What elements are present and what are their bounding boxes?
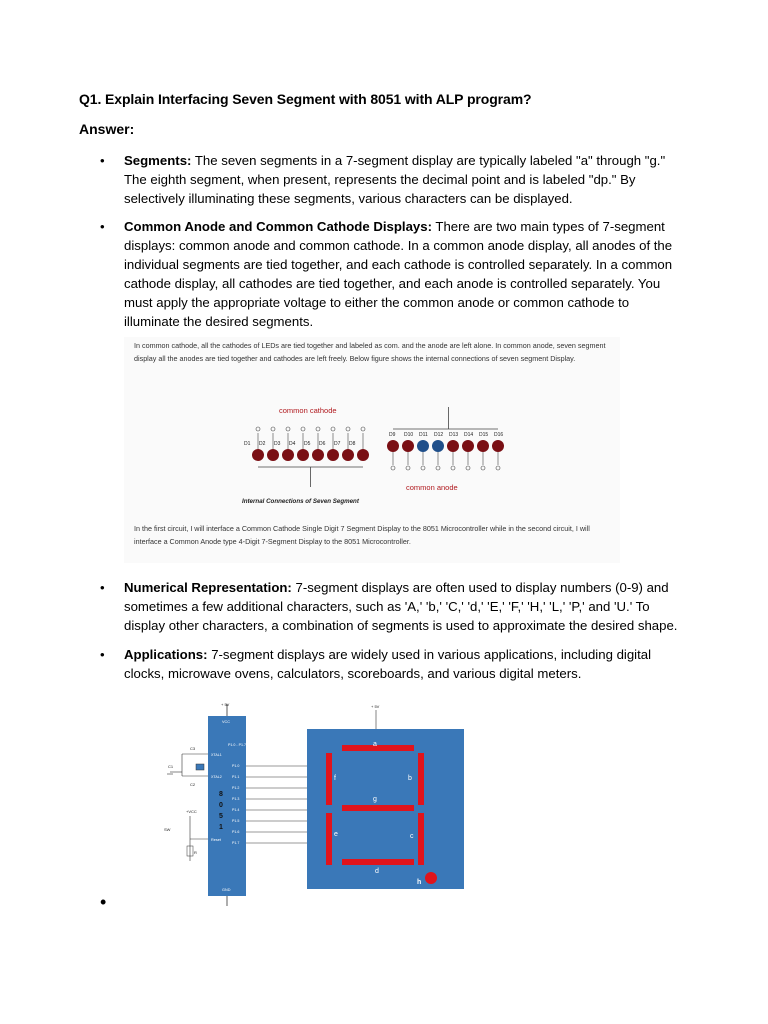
bullet-dot: • — [100, 580, 105, 595]
c1-label: C1 — [168, 764, 174, 769]
bullet-text: There are two main types of 7-segment displays: common anode and common cathode. In a common anode display, all anodes of the individual segments are tied together, and each cathode is controlled separately. In a common cathode display, all cathodes are tied together, and each anode is controlled separately. You must apply the appropriate voltage to either the common anode or common cathode to illuminate the desired segments. — [124, 219, 673, 329]
anode-led-d16 — [492, 440, 504, 452]
answer-label: Answer: — [79, 121, 135, 137]
empty-bullet: • — [100, 892, 107, 912]
cathode-led-label: D3 — [274, 441, 281, 447]
anode-cathode-terminal — [481, 466, 485, 470]
segment-b — [418, 753, 424, 805]
bullet-dot: • — [100, 219, 105, 234]
segment-label-h: h — [417, 879, 422, 886]
anode-cathode-terminal — [436, 466, 440, 470]
bullet-applications — [100, 645, 680, 683]
anode-led-d14 — [462, 440, 474, 452]
cathode-anode-terminal — [301, 427, 305, 431]
anode-cathode-terminal — [496, 466, 500, 470]
cathode-led-label: D8 — [349, 441, 356, 447]
pin-label: P1.0 — [232, 764, 240, 768]
anode-led-label: D16 — [494, 432, 504, 438]
anode-led-d11 — [417, 440, 429, 452]
cathode-led-label: D4 — [289, 441, 296, 447]
cathode-led-d8 — [357, 449, 369, 461]
segment-f — [326, 753, 332, 805]
cathode-led-d1 — [252, 449, 264, 461]
cathode-led-d4 — [297, 449, 309, 461]
segment-label-c: c — [410, 833, 414, 840]
figure-internal-connections — [124, 337, 620, 563]
cathode-led-d5 — [312, 449, 324, 461]
anode-led-label: D13 — [449, 432, 459, 438]
vcc-label: VCC — [222, 720, 231, 724]
segment-label-d: d — [375, 868, 379, 875]
anode-cathode-terminal — [421, 466, 425, 470]
chip-text-8: 8 — [219, 791, 223, 798]
figure1-caption-top: In common cathode, all the cathodes of LEDs are tied together and labeled as com. and the anode are left alone. In common anode, seven segment display all the anodes are tied together and cathodes are left freely. Below figure shows the internal connections of seven segment Display. — [134, 341, 606, 363]
cathode-anode-terminal — [271, 427, 275, 431]
cathode-anode-terminal — [346, 427, 350, 431]
c2-label: C2 — [190, 782, 196, 787]
common-cathode-label: common cathode — [279, 406, 337, 415]
anode-led-label: D15 — [479, 432, 489, 438]
bullet-numerical-representation — [100, 578, 680, 635]
bullet-term: Numerical Representation: — [124, 580, 292, 595]
vcc-top-label: + 5V — [221, 702, 230, 707]
figure-8051-interfacing — [124, 696, 470, 908]
anode-led-label: D14 — [464, 432, 474, 438]
segment-label-g: g — [373, 796, 377, 803]
segment-label-b: b — [408, 775, 412, 782]
diagram-title: Internal Connections of Seven Segment — [242, 498, 359, 505]
segment-h-decimal-point — [425, 872, 437, 884]
cathode-anode-terminal — [316, 427, 320, 431]
segment-e — [326, 813, 332, 865]
pin-label: P1.5 — [232, 819, 240, 823]
sw-label: SW — [164, 827, 171, 832]
common-anode-label: common anode — [406, 483, 458, 492]
reset-label: Reset — [211, 838, 221, 842]
cathode-led-d6 — [327, 449, 339, 461]
r-label: R — [194, 850, 197, 855]
segment-a — [342, 745, 414, 751]
xtal1-label: XTAL1 — [211, 753, 222, 757]
cathode-anode-terminal — [256, 427, 260, 431]
cathode-led-label: D6 — [319, 441, 326, 447]
bullet-dot: • — [100, 153, 105, 168]
cathode-led-d3 — [282, 449, 294, 461]
c3-label: C3 — [190, 746, 196, 751]
bullet-text: 7-segment displays are widely used in various applications, including digital clocks, microwave ovens, calculators, scoreboards, and various digital meters. — [124, 647, 652, 681]
pin-label: P1.2 — [232, 786, 240, 790]
anode-led-label: D11 — [419, 432, 428, 438]
figure1-caption-bottom: In the first circuit, I will interface a Common Cathode Single Digit 7 Segment Display to the 8051 Microcontroller while in the second circuit, I will interface a Common Anode type 4-Digit 7-Segment Display to the 8051 Microcontroller. — [134, 524, 590, 546]
anode-cathode-terminal — [406, 466, 410, 470]
bullet-segments — [100, 151, 680, 208]
bullet-term: Applications: — [124, 647, 208, 662]
anode-led-label: D12 — [434, 432, 444, 438]
bullet-text: 7-segment displays are often used to display numbers (0-9) and sometimes a few additional characters, such as 'A,' 'b,' 'C,' 'd,' 'E,' 'F,' 'H,' 'L,' 'P,' and 'U.' To display other characters, a combination of segments is used to approximate the desired shape. — [124, 580, 678, 633]
anode-cathode-terminal — [391, 466, 395, 470]
cathode-anode-terminal — [286, 427, 290, 431]
cathode-anode-terminal — [331, 427, 335, 431]
bullet-common-anode-cathode — [100, 217, 680, 331]
cathode-led-label: D5 — [304, 441, 311, 447]
segment-d — [342, 859, 414, 865]
common-anode-leds — [387, 407, 504, 470]
chip-text-1: 1 — [219, 824, 223, 831]
bullet-term: Common Anode and Common Cathode Displays: — [124, 219, 432, 234]
xtal2-label: XTAL2 — [211, 775, 222, 779]
anode-led-d10 — [402, 440, 414, 452]
cathode-led-d7 — [342, 449, 354, 461]
segment-c — [418, 813, 424, 865]
chip-text-0: 0 — [219, 802, 223, 809]
cathode-anode-terminal — [361, 427, 365, 431]
display-vcc-label: + 5V — [371, 704, 380, 709]
bullet-dot: • — [100, 647, 105, 662]
pin-label: P1.6 — [232, 830, 240, 834]
bullet-term: Segments: — [124, 153, 192, 168]
pin-label: P1.1 — [232, 775, 240, 779]
segment-g — [342, 805, 414, 811]
anode-led-d15 — [477, 440, 489, 452]
anode-led-d9 — [387, 440, 399, 452]
question-title: Q1. Explain Interfacing Seven Segment with 8051 with ALP program? — [79, 91, 532, 107]
anode-cathode-terminal — [451, 466, 455, 470]
gnd-label: GND — [222, 888, 231, 892]
segment-label-a: a — [373, 741, 377, 748]
chip-text-5: 5 — [219, 813, 223, 820]
cathode-led-label: D7 — [334, 441, 341, 447]
interfacing-schematic — [124, 696, 470, 908]
anode-led-label: D10 — [404, 432, 414, 438]
crystal-icon — [196, 764, 204, 770]
common-cathode-leds — [244, 427, 369, 487]
segment-label-e: e — [334, 831, 338, 838]
anode-led-label: D9 — [389, 432, 396, 438]
pin-label: P1.3 — [232, 797, 240, 801]
bullet-text: The seven segments in a 7-segment display are typically labeled "a" through "g." The eighth segment, when present, represents the decimal point and is labeled "dp." By selectively illuminating these segments, various characters can be displayed. — [124, 153, 666, 206]
anode-led-d12 — [432, 440, 444, 452]
cathode-led-label: D2 — [259, 441, 266, 447]
pin-label: P1.7 — [232, 841, 240, 845]
pin-label: P1.4 — [232, 808, 240, 812]
cathode-led-d2 — [267, 449, 279, 461]
port-header: P1.0 - P1.7 — [228, 743, 246, 747]
cathode-led-label: D1 — [244, 441, 251, 447]
anode-led-d13 — [447, 440, 459, 452]
vcc-plus-label: +VCC — [186, 809, 197, 814]
anode-cathode-terminal — [466, 466, 470, 470]
segment-label-f: f — [334, 775, 336, 782]
